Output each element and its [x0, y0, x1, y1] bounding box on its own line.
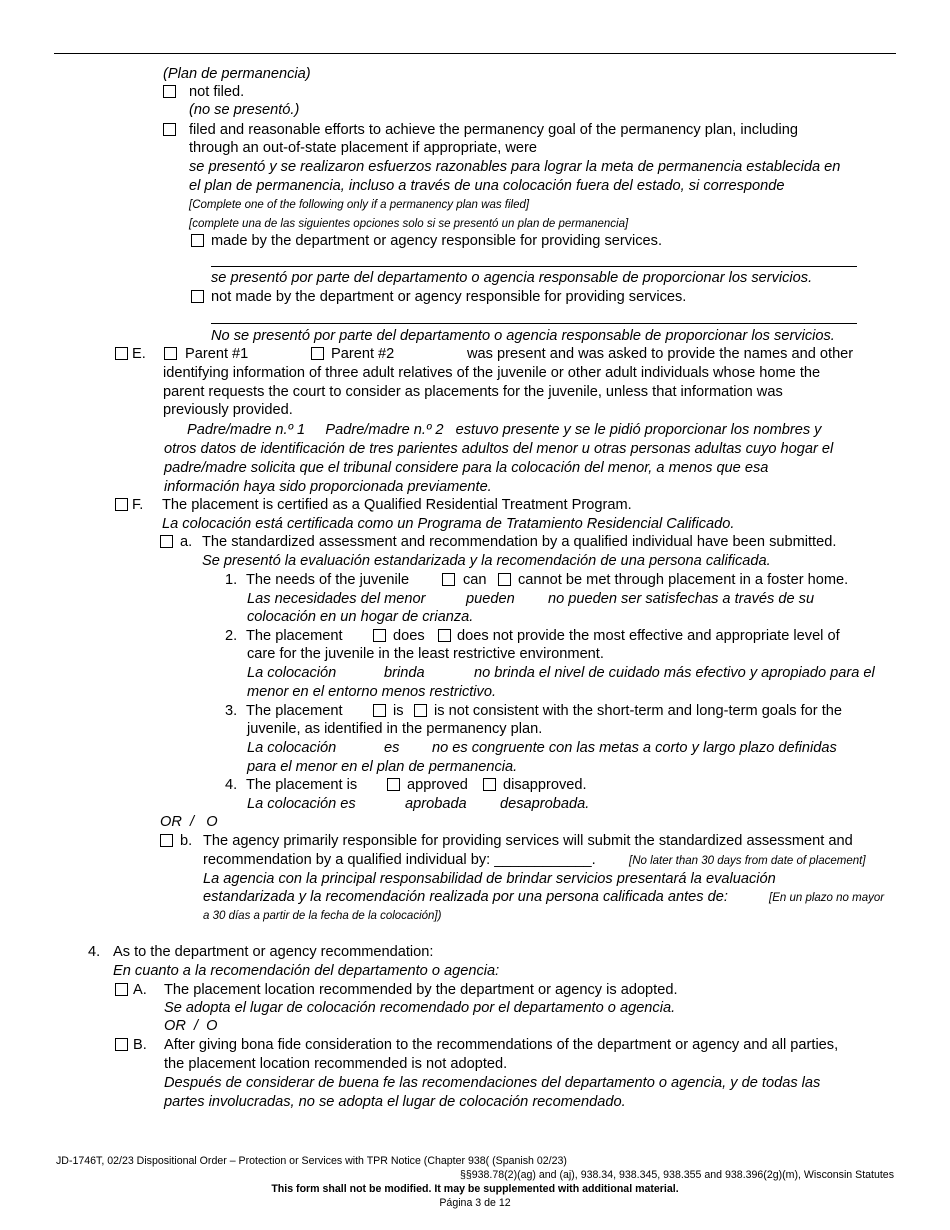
item1-can-label: can [463, 572, 487, 588]
section-f-b-es-note: [En un plazo no mayor [769, 892, 885, 904]
section-e-line4: previously provided. [163, 402, 293, 418]
footer-page-number: Página 3 de 12 [439, 1197, 511, 1209]
section-e-es-line1: Padre/madre n.º 1 Padre/madre n.º 2 estuvo presente y se le pidió proporcionar los nombres y [187, 422, 822, 438]
section4-b-es-line1: Después de considerar de buena fe las recomendaciones del departamento o agencia, y de todas las [164, 1075, 821, 1091]
footer-statutes: §§938.78(2)(ag) and (aj), 938.34, 938.345, 938.355 and 938.396(2g)(m), Wisconsin Statutes [459, 1169, 894, 1181]
section4-b-line2: the placement location recommended is not adopted. [164, 1056, 508, 1072]
footer-notice: This form shall not be modified. It may be supplemented with additional material. [271, 1183, 679, 1195]
item1-es-line2: colocación en un hogar de crianza. [247, 609, 474, 625]
item1-es-c: no pueden ser satisfechas a través de su [548, 591, 815, 607]
section-e-checkbox[interactable] [115, 347, 128, 360]
item2-doesnot-checkbox[interactable] [438, 629, 451, 642]
section-f-b-es-line3: a 30 días a partir de la fecha de la colocación]) [203, 910, 442, 922]
plan-heading: (Plan de permanencia) [163, 66, 311, 82]
item2-number: 2. [225, 628, 238, 644]
section-f-line1: The placement is certified as a Qualified Residential Treatment Program. [162, 497, 632, 513]
section4-b-checkbox[interactable] [115, 1038, 128, 1051]
item2-does-checkbox[interactable] [373, 629, 386, 642]
section-f-letter: F. [132, 497, 144, 513]
not-made-by-checkbox[interactable] [191, 290, 204, 303]
item4-text: The placement is [246, 777, 358, 793]
item1-es-b: pueden [466, 591, 515, 607]
section4-a-text: The placement location recommended by the department or agency is adopted. [164, 982, 678, 998]
parent1-label: Parent #1 [185, 346, 249, 362]
not-made-by-label-es: No se presentó por parte del departamento o agencia responsable de proporcionar los servicios. [211, 328, 835, 344]
item1-cannot-label: cannot be met through placement in a foster home. [518, 572, 849, 588]
made-by-label: made by the department or agency responsible for providing services. [211, 233, 663, 249]
section4-a-letter: A. [133, 982, 147, 998]
item3-es-c: no es congruente con las metas a corto y largo plazo definidas [432, 740, 837, 756]
header-rule [54, 53, 896, 54]
parent2-checkbox[interactable] [311, 347, 324, 360]
item4-disapproved-label: disapproved. [503, 777, 587, 793]
made-by-signature-line [211, 266, 857, 267]
section-e-es-line3: padre/madre solicita que el tribunal considere para la colocación del menor, a menos que esa [164, 460, 769, 476]
item4-number: 4. [225, 777, 238, 793]
item3-number: 3. [225, 703, 238, 719]
item2-es-line2: menor en el entorno menos restrictivo. [247, 684, 497, 700]
made-by-checkbox[interactable] [191, 234, 204, 247]
not-filed-checkbox[interactable] [163, 85, 176, 98]
filed-text-line1: filed and reasonable efforts to achieve the permanency goal of the permanency plan, including [189, 122, 799, 138]
section4-a-checkbox[interactable] [115, 983, 128, 996]
item1-can-checkbox[interactable] [442, 573, 455, 586]
parent1-checkbox[interactable] [164, 347, 177, 360]
section-e-es-line4: información haya sido proporcionada previamente. [164, 479, 492, 495]
section-e-letter: E. [132, 346, 146, 362]
made-by-label-es: se presentó por parte del departamento o agencia responsable de proporcionar los servicios. [211, 270, 813, 286]
section-f-b-deadline-note: [No later than 30 days from date of placement] [629, 855, 866, 867]
not-filed-label-es: (no se presentó.) [189, 102, 300, 118]
filed-text-line2: through an out-of-state placement if appropriate, were [189, 140, 538, 156]
not-filed-label: not filed. [189, 84, 245, 100]
item2-es-c: no brinda el nivel de cuidado más efectivo y apropiado para el [474, 665, 875, 681]
section-f-a-text: The standardized assessment and recommendation by a qualified individual have been submitted. [202, 534, 837, 550]
section-f-checkbox[interactable] [115, 498, 128, 511]
item1-text: The needs of the juvenile [246, 572, 410, 588]
item3-is-label: is [393, 703, 404, 719]
section4-number: 4. [88, 944, 101, 960]
section4-a-text-es: Se adopta el lugar de colocación recomendado por el departamento o agencia. [164, 1000, 676, 1016]
item4-approved-checkbox[interactable] [387, 778, 400, 791]
item2-es-b: brinda [384, 665, 425, 681]
section4-b-line1: After giving bona fide consideration to the recommendations of the department or agency and all parties, [164, 1037, 839, 1053]
item4-es-b: aprobada [405, 796, 467, 812]
item1-cannot-checkbox[interactable] [498, 573, 511, 586]
filed-text-es-line2: el plan de permanencia, incluso a través de una colocación fuera del estado, si corresponde [189, 178, 785, 194]
section-e-line1: was present and was asked to provide the names and other [467, 346, 854, 362]
item3-es-b: es [384, 740, 400, 756]
section-f-b-line2: recommendation by a qualified individual by: ____________. [203, 852, 596, 868]
section-e-line3: parent requests the court to consider as placements for the juvenile, unless that information was [163, 384, 783, 400]
item3-isnot-label: is not consistent with the short-term and long-term goals for the [434, 703, 843, 719]
filed-checkbox[interactable] [163, 123, 176, 136]
item2-es-a: La colocación [247, 665, 337, 681]
section4-or: OR / O [164, 1018, 218, 1034]
item2-doesnot-label: does not provide the most effective and appropriate level of [457, 628, 840, 644]
section4-heading: As to the department or agency recommendation: [113, 944, 434, 960]
section4-b-letter: B. [133, 1037, 147, 1053]
item4-approved-label: approved [407, 777, 468, 793]
section-f-b-line1: The agency primarily responsible for providing services will submit the standardized assessment and [203, 833, 853, 849]
section-f-a-checkbox[interactable] [160, 535, 173, 548]
item3-es-line2: para el menor en el plan de permanencia. [247, 759, 518, 775]
section-e-line2: identifying information of three adult relatives of the juvenile or other adult individuals whose home the [163, 365, 821, 381]
not-made-by-label: not made by the department or agency responsible for providing services. [211, 289, 687, 305]
complete-note-es: [complete una de las siguientes opciones solo si se presentó un plan de permanencia] [189, 218, 629, 230]
item4-es-a: La colocación es [247, 796, 356, 812]
item1-number: 1. [225, 572, 238, 588]
section-f-b-checkbox[interactable] [160, 834, 173, 847]
section-f-es-line1: La colocación está certificada como un Programa de Tratamiento Residencial Calificado. [162, 516, 735, 532]
item3-es-a: La colocación [247, 740, 337, 756]
section-e-es-line2: otros datos de identificación de tres parientes adultos del menor u otras personas adultas cuyo hogar el [164, 441, 834, 457]
complete-note: [Complete one of the following only if a permanency plan was filed] [189, 199, 530, 211]
footer-form-id: JD-1746T, 02/23 Dispositional Order – Protection or Services with TPR Notice (Chapter 938( (Spanish 02/23) [56, 1155, 567, 1167]
item3-text: The placement [246, 703, 343, 719]
item2-text: The placement [246, 628, 343, 644]
section-f-b-es-line1: La agencia con la principal responsabilidad de brindar servicios presentará la evaluación [203, 871, 776, 887]
section-f-a-label: a. [180, 534, 193, 550]
item4-es-c: desaprobada. [500, 796, 590, 812]
section-f-b-label: b. [180, 833, 193, 849]
item3-is-checkbox[interactable] [373, 704, 386, 717]
item3-line2: juvenile, as identified in the permanency plan. [247, 721, 543, 737]
item2-does-label: does [393, 628, 425, 644]
item4-disapproved-checkbox[interactable] [483, 778, 496, 791]
section-f-or: OR / O [160, 814, 218, 830]
item2-line2: care for the juvenile in the least restrictive environment. [247, 646, 604, 662]
item3-isnot-checkbox[interactable] [414, 704, 427, 717]
not-made-by-signature-line [211, 323, 857, 324]
filed-text-es-line1: se presentó y se realizaron esfuerzos razonables para lograr la meta de permanencia establecida en [189, 159, 841, 175]
section4-b-es-line2: partes involucradas, no se adopta el lugar de colocación recomendado. [164, 1094, 626, 1110]
parent2-label: Parent #2 [331, 346, 395, 362]
item1-es-a: Las necesidades del menor [247, 591, 426, 607]
section4-heading-es: En cuanto a la recomendación del departamento o agencia: [113, 963, 500, 979]
section-f-b-es-line2: estandarizada y la recomendación realizada por una persona calificada antes de: [203, 889, 728, 905]
section-f-a-text-es: Se presentó la evaluación estandarizada y la recomendación de una persona calificada. [202, 553, 771, 569]
